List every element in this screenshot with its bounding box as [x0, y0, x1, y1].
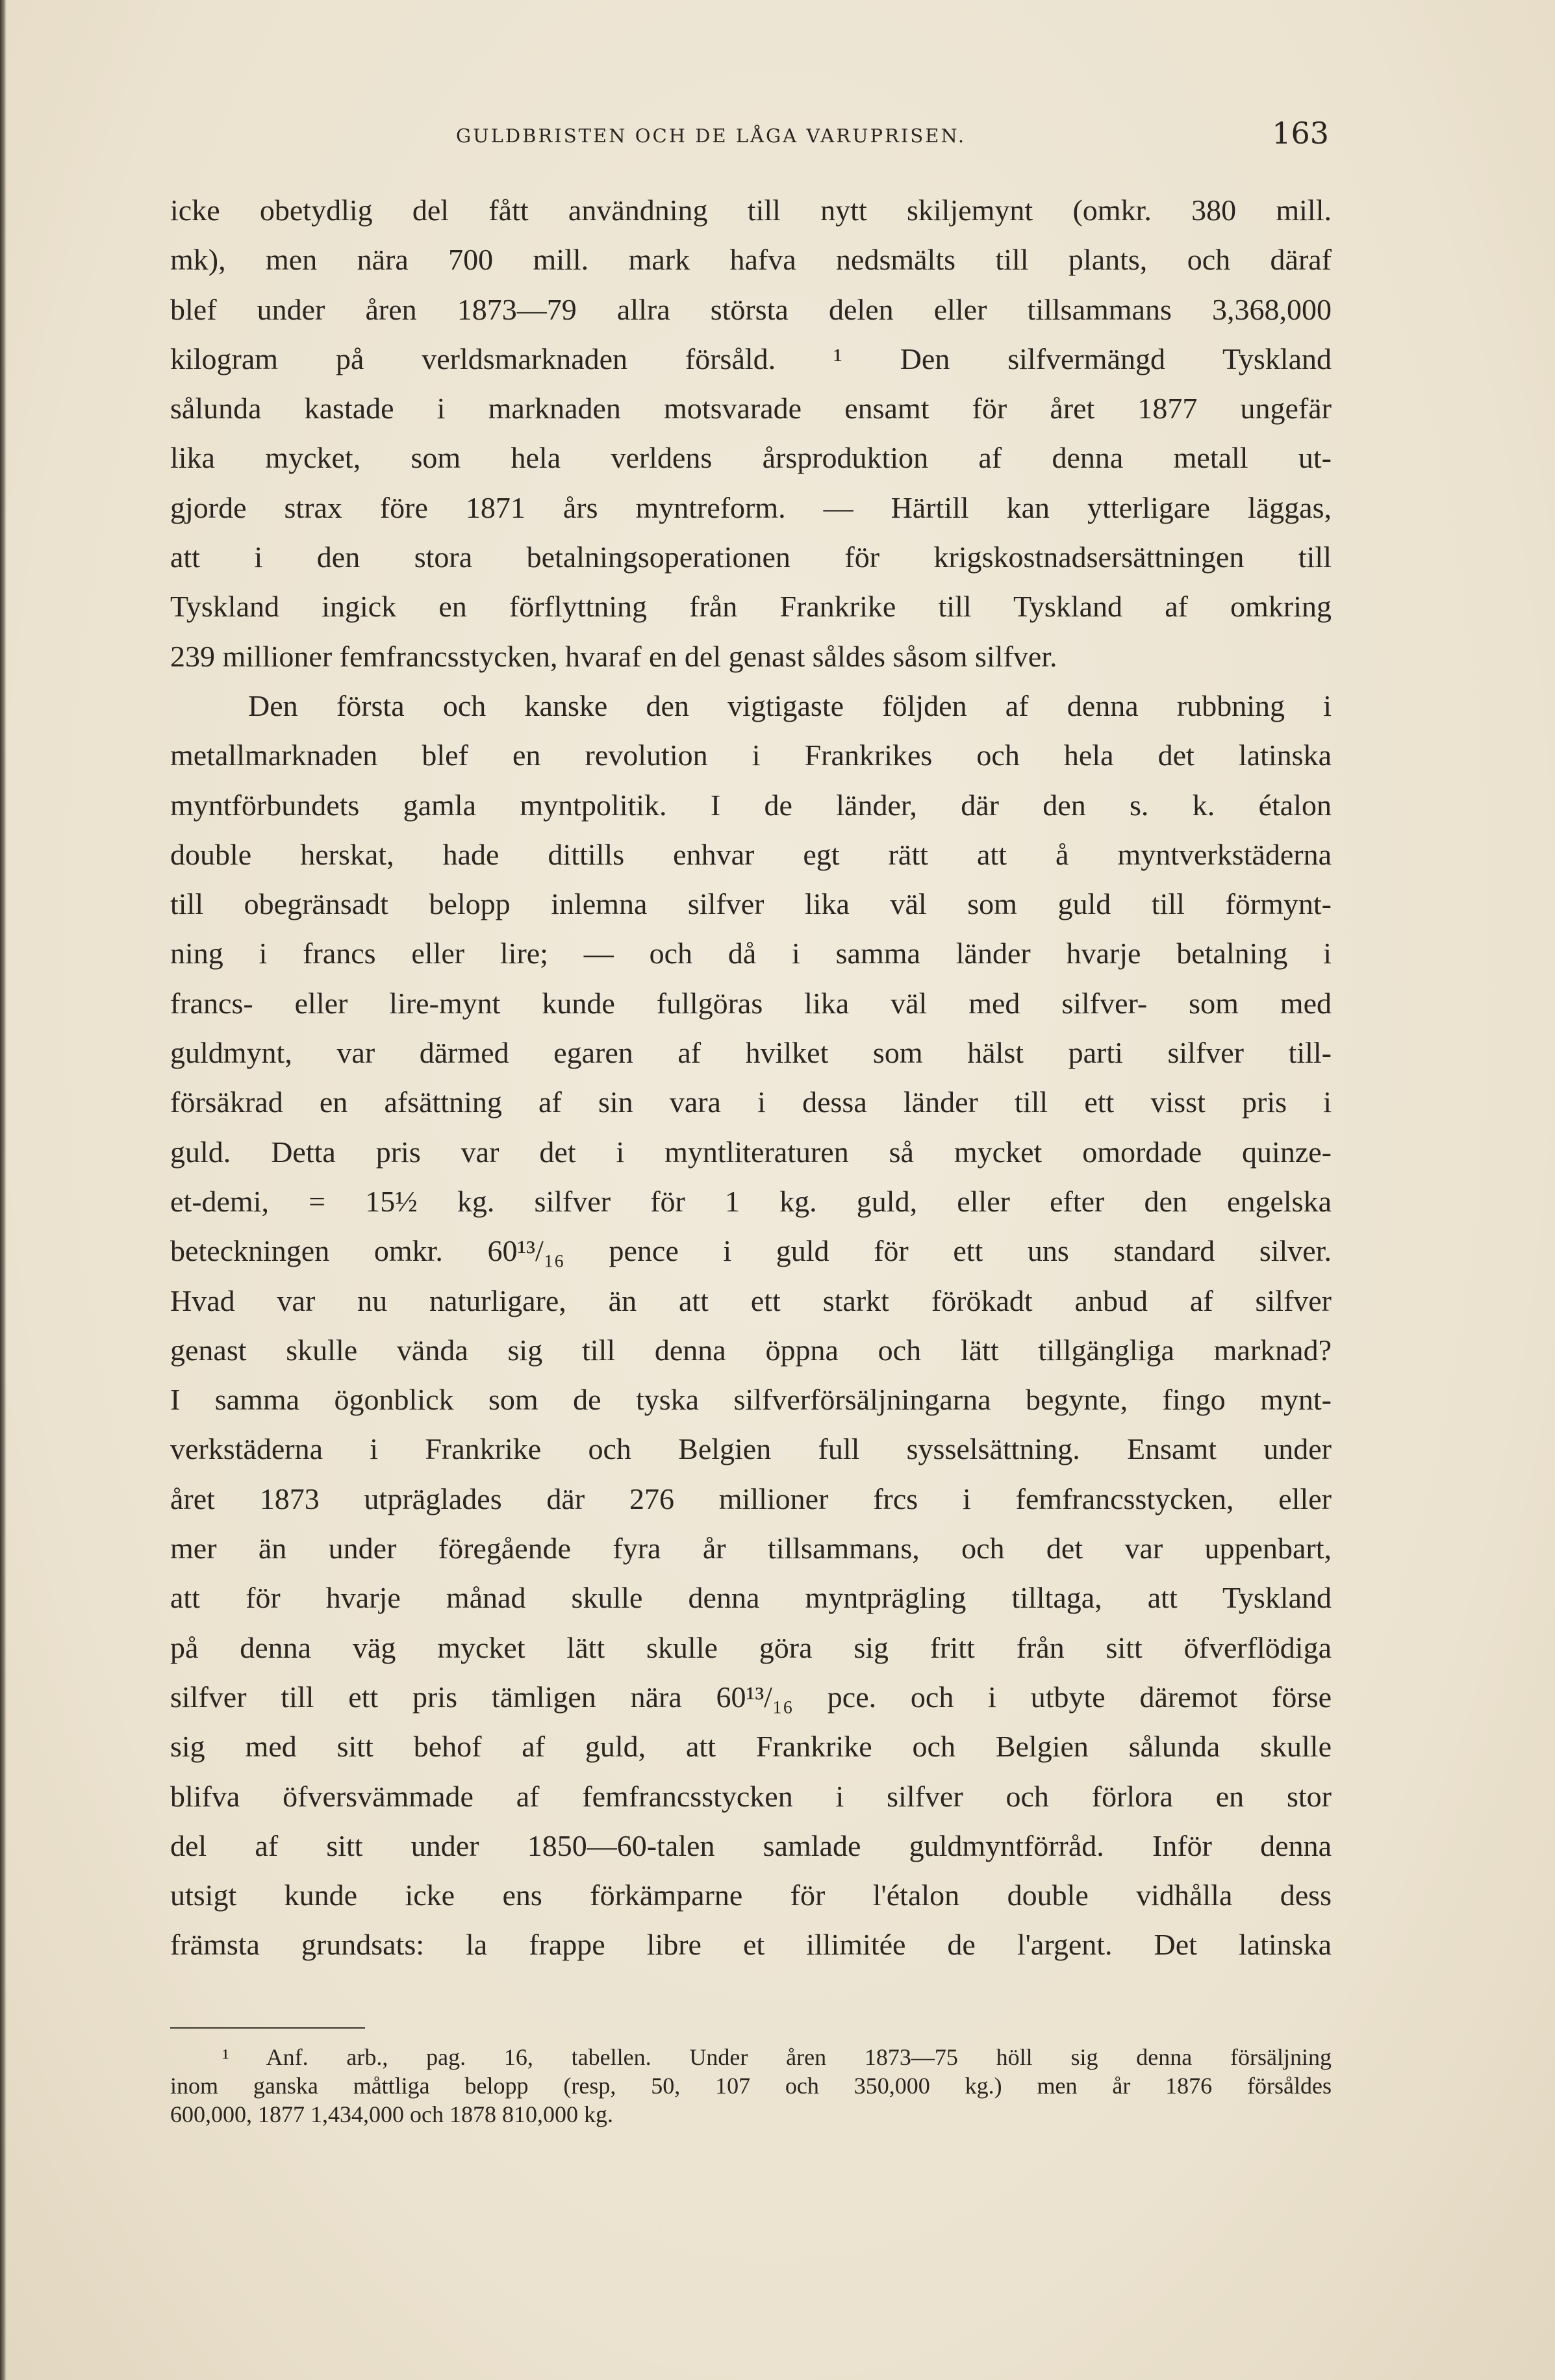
text-line: på denna väg mycket lätt skulle göra sig fritt från sitt öfverflödiga — [170, 1630, 1332, 1664]
text-line: icke obetydlig del fått användning till nytt skiljemynt (omkr. 380 mill. — [170, 194, 1332, 227]
page-header — [174, 116, 1329, 161]
text-line: till obegränsadt belopp inlemna silfver lika väl som guld till förmynt- — [170, 887, 1332, 921]
text-line: sig med sitt behof af guld, att Frankrike och Belgien sålunda skulle — [170, 1730, 1332, 1764]
text-line: sålunda kastade i marknaden motsvarade ensamt för året 1877 ungefär — [170, 392, 1332, 425]
text-line: att i den stora betalningsoperationen för krigskostnadsersättningen till — [170, 540, 1332, 574]
text-line: ning i francs eller lire; — och då i samma länder hvarje betalning i — [170, 937, 1332, 970]
text-line: et-demi, = 15½ kg. silfver för 1 kg. guld, eller efter den engelska — [170, 1184, 1332, 1218]
text-line: 239 millioner femfrancsstycken, hvaraf en del genast såldes såsom silfver. — [170, 639, 1057, 673]
footnote-line: 600,000, 1877 1,434,000 och 1878 810,000 kg. — [170, 2101, 613, 2127]
text-line: myntförbundets gamla myntpolitik. I de länder, där den s. k. étalon — [170, 788, 1332, 822]
text-line: året 1873 utpräglades där 276 millioner frcs i femfrancsstycken, eller — [170, 1482, 1332, 1515]
footnote-line: inom ganska måttliga belopp (resp, 50, 107 och 350,000 kg.) men år 1876 försåldes — [170, 2073, 1332, 2099]
text-line: Tyskland ingick en förflyttning från Frankrike till Tyskland af omkring — [170, 590, 1332, 624]
text-line: försäkrad en afsättning af sin vara i dessa länder till ett visst pris i — [170, 1085, 1332, 1119]
running-title: GULDBRISTEN OCH DE LÅGA VARUPRISEN. — [456, 125, 967, 147]
text-line: gjorde strax före 1871 års myntreform. — Härtill kan ytterligare läggas, — [170, 490, 1332, 524]
footnote-divider — [170, 2027, 365, 2029]
text-line: silfver till ett pris tämligen nära 60¹³/₁₆ pce. och i utbyte däremot förse — [170, 1680, 1332, 1714]
footnotes — [170, 2043, 1332, 2129]
body-text — [170, 186, 1332, 1970]
text-line: genast skulle vända sig till denna öppna och lätt tillgängliga marknad? — [170, 1333, 1332, 1367]
text-line: kilogram på verldsmarknaden försåld. ¹ Den silfvermängd Tyskland — [170, 342, 1332, 375]
text-line: blef under åren 1873—79 allra största delen eller tillsammans 3,368,000 — [170, 292, 1332, 326]
text-line: double herskat, hade dittills enhvar egt rätt att å myntverkstäderna — [170, 837, 1332, 871]
text-line: guldmynt, var därmed egaren af hvilket som hälst parti silfver till- — [170, 1036, 1332, 1070]
text-line: del af sitt under 1850—60-talen samlade guldmyntförråd. Inför denna — [170, 1829, 1332, 1862]
text-line: utsigt kunde icke ens förkämparne för l'étalon double vidhålla dess — [170, 1879, 1332, 1912]
text-line: mk), men nära 700 mill. mark hafva nedsmälts till plants, och däraf — [170, 243, 1332, 277]
page-number: 163 — [1272, 116, 1329, 151]
text-line: blifva öfversvämmade af femfrancsstycken i silfver och förlora en stor — [170, 1779, 1332, 1813]
text-line: att för hvarje månad skulle denna myntprägling tilltaga, att Tyskland — [170, 1581, 1332, 1615]
text-line: francs- eller lire-mynt kunde fullgöras lika väl med silfver- som med — [170, 986, 1332, 1020]
page-edge-shadow — [0, 0, 6, 2380]
text-line: beteckningen omkr. 60¹³/₁₆ pence i guld för ett uns standard silver. — [170, 1234, 1332, 1268]
text-line: Den första och kanske den vigtigaste följden af denna rubbning i — [248, 689, 1332, 722]
text-line: främsta grundsats: la frappe libre et illimitée de l'argent. Det latinska — [170, 1928, 1332, 1962]
text-line: verkstäderna i Frankrike och Belgien full sysselsättning. Ensamt under — [170, 1432, 1332, 1466]
footnote-line: ¹ Anf. arb., pag. 16, tabellen. Under åren 1873—75 höll sig denna försäljning — [222, 2044, 1332, 2070]
text-line: mer än under föregående fyra år tillsammans, och det var uppenbart, — [170, 1532, 1332, 1565]
text-line: guld. Detta pris var det i myntliteraturen så mycket omordade quinze- — [170, 1135, 1332, 1169]
text-line: metallmarknaden blef en revolution i Frankrikes och hela det latinska — [170, 739, 1332, 772]
text-line: I samma ögonblick som de tyska silfverförsäljningarna begynte, fingo mynt- — [170, 1383, 1332, 1417]
text-line: Hvad var nu naturligare, än att ett starkt förökadt anbud af silfver — [170, 1284, 1332, 1317]
text-line: lika mycket, som hela verldens årsproduktion af denna metall ut- — [170, 441, 1332, 475]
